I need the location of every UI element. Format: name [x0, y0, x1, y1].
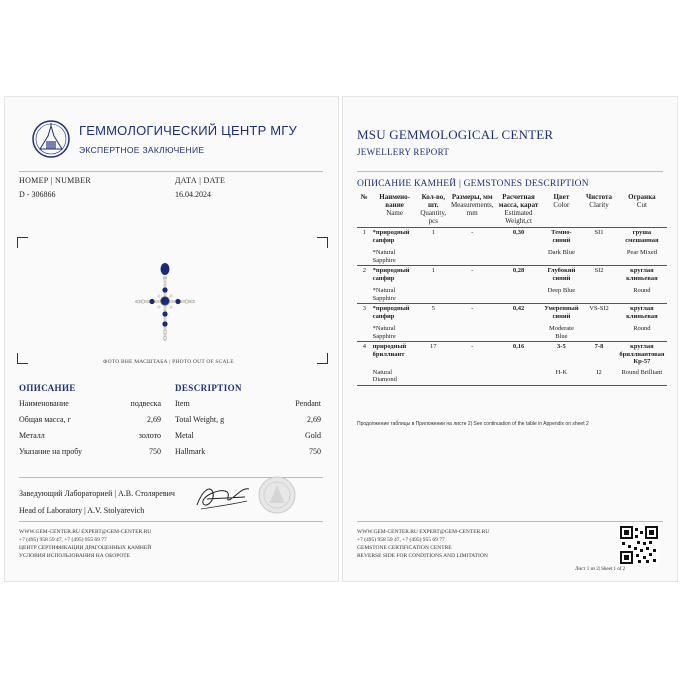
cell-name-ru: *природный сапфир	[372, 229, 410, 244]
cell-cut-en: Round	[617, 321, 667, 342]
head-of-lab-en: Head of Laboratory | A.V. Stolyarevich	[19, 506, 145, 515]
cell-weight: 0,28	[512, 267, 525, 274]
description-title-en: DESCRIPTION	[175, 383, 242, 393]
divider	[357, 171, 663, 172]
desc-value-en: Gold	[305, 431, 321, 440]
qr-code-icon[interactable]	[619, 525, 659, 565]
divider	[19, 171, 323, 172]
cell-name-en: *Natural Sapphire	[372, 283, 418, 304]
cell-color-ru: Темно-синий	[551, 229, 572, 244]
desc-value-ru: 750	[149, 447, 161, 456]
desc-value-ru: 2,69	[147, 415, 161, 424]
col-header: Кол-во, шт. Quantity, pcs	[418, 193, 449, 228]
number-value: D - 306866	[19, 190, 56, 199]
signature-icon	[193, 479, 253, 515]
desc-value-ru: золото	[138, 431, 161, 440]
desc-label-en: Total Weight, g	[175, 415, 225, 424]
footer-line: +7 (495) 958 59 47, +7 (495) 955 69 77	[19, 537, 107, 543]
photo-caption: ФОТО ВНЕ МАСШТАБА | PHOTO OUT OF SCALE	[103, 359, 234, 365]
cell-no: 1	[362, 229, 366, 236]
continuation-note: Продолжение таблицы в Приложении на листе 2| See continuation of the table in Appendix on sheet 2	[357, 421, 589, 427]
cell-qty: 1	[431, 229, 435, 236]
cell-clarity-en: I2	[581, 367, 617, 386]
divider	[357, 521, 663, 522]
cell-cut-en: Round	[617, 283, 667, 304]
number-label: НОМЕР | NUMBER	[19, 176, 92, 185]
divider	[19, 521, 323, 522]
desc-label-en: Metal	[175, 431, 194, 440]
report-subtitle-en: JEWELLERY REPORT	[357, 147, 450, 157]
cell-cut-ru: круглая клиньевая	[626, 305, 658, 320]
col-header: Расчетная масса, карат Estimated Weight,ct	[496, 193, 542, 228]
desc-label-ru: Указание на пробу	[19, 447, 82, 456]
cell-name-en: *Natural Sapphire	[372, 321, 418, 342]
table-row	[357, 228, 667, 246]
cell-weight: 0,16	[512, 343, 525, 350]
desc-value-ru: подвеска	[130, 399, 161, 408]
cell-clarity: VS-SI2	[589, 305, 609, 312]
sheet-label: Лист 1 из 2| Sheet 1 of 2	[575, 567, 626, 572]
cell-cut-ru: груша смешанная	[625, 229, 659, 244]
desc-label-ru: Общая масса, г	[19, 415, 71, 424]
photo-frame-corner	[17, 353, 28, 364]
footer-line: +7 (495) 958 59 47, +7 (495) 955 69 77	[357, 537, 445, 543]
col-header: Цвет Color	[542, 193, 582, 228]
cell-no: 2	[362, 267, 366, 274]
table-row	[357, 266, 667, 284]
cell-size: -	[471, 343, 474, 350]
footer-line: REVERSE SIDE FOR CONDITIONS AND LIMITATION	[357, 553, 488, 559]
org-title-ru: ГЕММОЛОГИЧЕСКИЙ ЦЕНТР МГУ	[79, 123, 297, 138]
cell-weight: 0,42	[512, 305, 525, 312]
cell-clarity: SI2	[594, 267, 604, 274]
cell-qty: 1	[431, 267, 435, 274]
desc-label-ru: Наименование	[19, 399, 69, 408]
col-header: Наимено-вание Name	[372, 193, 418, 228]
table-header-row	[357, 193, 667, 228]
cell-qty: 17	[430, 343, 437, 350]
cell-color-ru: 3-5	[557, 343, 566, 350]
desc-value-en: Pendant	[295, 399, 321, 408]
cell-name-ru: *природный сапфир	[372, 305, 410, 320]
section-title: ОПИСАНИЕ КАМНЕЙ | GEMSTONES DESCRIPTION	[357, 179, 589, 189]
cell-size: -	[471, 305, 474, 312]
cell-no: 3	[362, 305, 366, 312]
table-row	[357, 342, 667, 367]
table-row	[357, 245, 667, 266]
org-title-en: MSU GEMMOLOGICAL CENTER	[357, 127, 554, 142]
date-value: 16.04.2024	[175, 190, 211, 199]
cell-qty: 5	[431, 305, 435, 312]
cell-color-en: Deep Blue	[542, 283, 582, 304]
cell-no: 4	[362, 343, 366, 350]
cell-color-en: Dark Blue	[542, 245, 582, 266]
cell-name-en: Natural Diamond	[372, 367, 418, 386]
footer-line: WWW.GEM-CENTER.RU EXPERT@GEM-CENTER.RU	[19, 529, 152, 535]
col-header: Размеры, мм Measurements, mm	[449, 193, 496, 228]
cell-name-ru: *природный сапфир	[372, 267, 410, 282]
desc-value-en: 2,69	[307, 415, 321, 424]
photo-frame-corner	[317, 237, 328, 248]
cell-color-ru: Умеренный синий	[544, 305, 579, 320]
cell-size: -	[471, 267, 474, 274]
col-header: Огранка Cut	[617, 193, 667, 228]
pendant-photo	[125, 257, 205, 347]
cell-name-en: *Natural Sapphire	[372, 245, 418, 266]
cell-size: -	[471, 229, 474, 236]
cell-color-ru: Глубокий синий	[547, 267, 576, 282]
table-row	[357, 283, 667, 304]
footer-line: WWW.GEM-CENTER.RU EXPERT@GEM-CENTER.RU	[357, 529, 490, 535]
gemstones-table	[357, 193, 667, 386]
right-sheet	[342, 96, 678, 582]
table-row	[357, 304, 667, 322]
left-sheet	[4, 96, 339, 582]
footer-contacts	[19, 528, 151, 560]
footer-line: ЦЕНТР СЕРТИФИКАЦИИ ДРАГОЦЕННЫХ КАМНЕЙ	[19, 545, 152, 551]
footer-line: УСЛОВИЯ ИСПОЛЬЗОВАНИЯ НА ОБОРОТЕ	[19, 553, 131, 559]
head-of-lab-ru: Заведующий Лабораторией | А.В. Столяревич	[19, 489, 175, 498]
desc-value-en: 750	[309, 447, 321, 456]
cell-clarity: SI1	[594, 229, 604, 236]
seal-stamp-icon	[257, 475, 297, 515]
photo-frame-corner	[17, 237, 28, 248]
date-label: ДАТА | DATE	[175, 176, 226, 185]
cell-cut-en: Round Brilliant	[617, 367, 667, 386]
col-header: Чистота Clarity	[581, 193, 617, 228]
footer-line: GEMSTONE CERTIFICATION CENTRE	[357, 545, 452, 551]
desc-label-ru: Металл	[19, 431, 45, 440]
description-title-ru: ОПИСАНИЕ	[19, 383, 76, 393]
photo-frame-corner	[317, 353, 328, 364]
cell-cut-en: Pear Mixed	[617, 245, 667, 266]
desc-label-en: Hallmark	[175, 447, 206, 456]
footer-contacts	[357, 528, 489, 560]
cell-color-en: Moderate Blue	[542, 321, 582, 342]
cell-cut-ru: круглая клиньевая	[626, 267, 658, 282]
desc-label-en: Item	[175, 399, 190, 408]
msu-logo-icon	[31, 119, 71, 159]
table-row	[357, 367, 667, 386]
col-header: №	[357, 193, 372, 228]
cell-weight: 0,30	[512, 229, 525, 236]
cell-clarity: 7-8	[594, 343, 604, 350]
table-row	[357, 321, 667, 342]
cell-cut-ru: круглая бриллиантовая Кр-57	[619, 343, 665, 365]
report-subtitle-ru: ЭКСПЕРТНОЕ ЗАКЛЮЧЕНИЕ	[79, 145, 205, 155]
cell-name-ru: природный бриллиант	[372, 343, 407, 358]
cell-color-en: H-K	[542, 367, 582, 386]
